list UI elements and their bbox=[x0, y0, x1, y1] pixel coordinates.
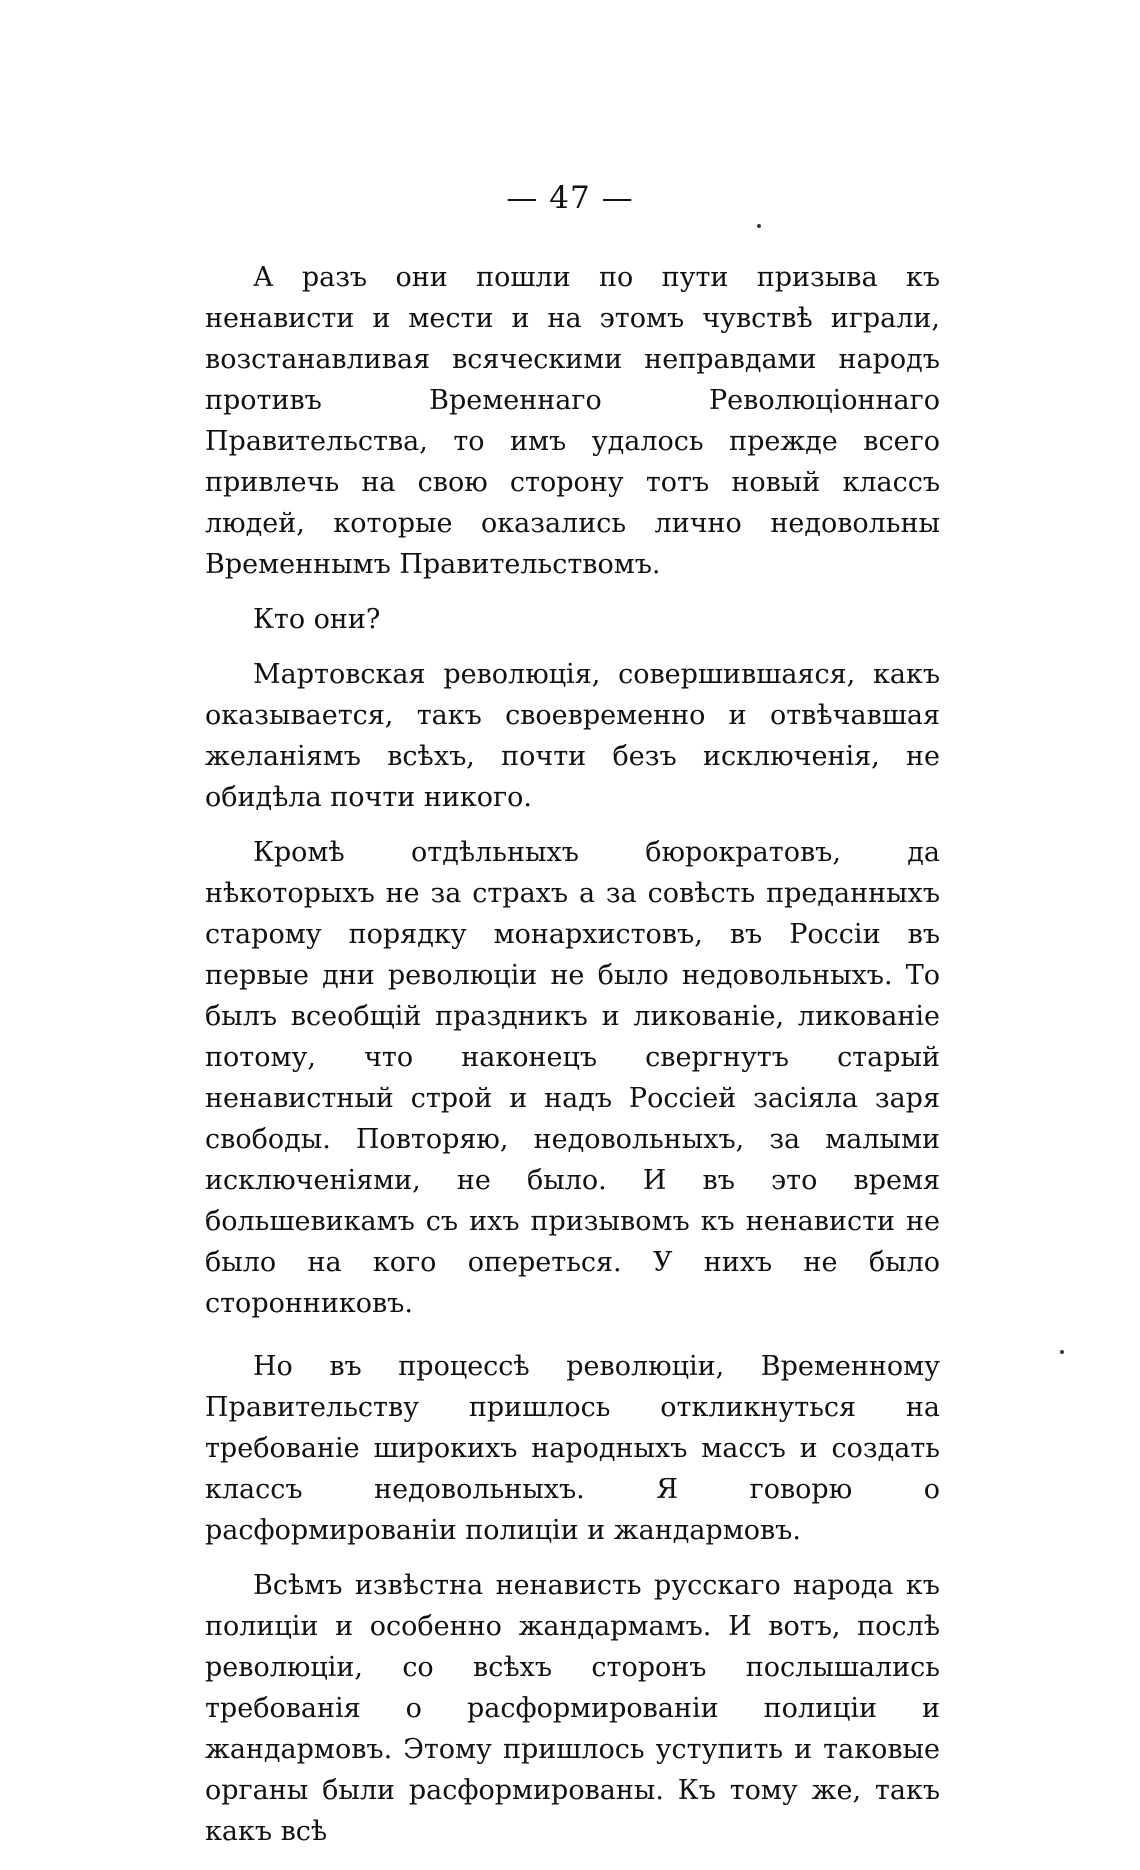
paragraph-3: Мартовская революція, совершившаяся, какъ оказывается, такъ своевременно и отвѣчавшая желаніямъ всѣхъ, почти безъ исключенія, не обидѣла почти никого. bbox=[205, 659, 940, 813]
print-speck bbox=[757, 224, 761, 228]
paragraph-5: Но въ процессѣ революціи, Временному Правительству пришлось откликнуться на требованіе широкихъ народныхъ массъ и создать классъ недовольныхъ. Я говорю о расформированіи полиціи и жандармовъ. bbox=[205, 1351, 940, 1546]
print-speck bbox=[1060, 1350, 1064, 1354]
paragraph-4: Кромѣ отдѣльныхъ бюрократовъ, да нѣкоторыхъ не за страхъ а за совѣсть преданныхъ старому порядку монархистовъ, въ Россіи въ первые дни революціи не было недовольныхъ. То былъ всеобщій праздникъ и ликованіе, ликованіе потому, что наконецъ свергнутъ старый ненавистный строй и надъ Россіей засіяла заря свободы. Повторяю, недовольныхъ, за малыми исключеніями, не было. И въ это время большевикамъ съ ихъ призывомъ къ ненависти не было на кого опереться. У нихъ не было сторонниковъ. bbox=[205, 837, 940, 1319]
paragraph-2: Кто они? bbox=[253, 604, 381, 635]
page-number: — 47 — bbox=[506, 180, 634, 216]
paragraph-1: А разъ они пошли по пути призыва къ ненависти и мести и на этомъ чувствѣ играли, возстанавливая всяческими неправдами народъ противъ Временнаго Революціоннаго Правительства, то имъ удалось прежде всего привлечь на свою сторону тотъ новый классъ людей, которые оказались лично недовольны Временнымъ Правительствомъ. bbox=[205, 262, 940, 580]
paragraph-6: Всѣмъ извѣстна ненависть русскаго народа къ полиціи и особенно жандармамъ. И вотъ, послѣ революціи, со всѣхъ сторонъ послышались требованія о расформированіи полиціи и жандармовъ. Этому пришлось уступить и таковые органы были расформированы. Къ тому же, такъ какъ всѣ bbox=[205, 1570, 940, 1847]
body-text bbox=[205, 257, 940, 1866]
